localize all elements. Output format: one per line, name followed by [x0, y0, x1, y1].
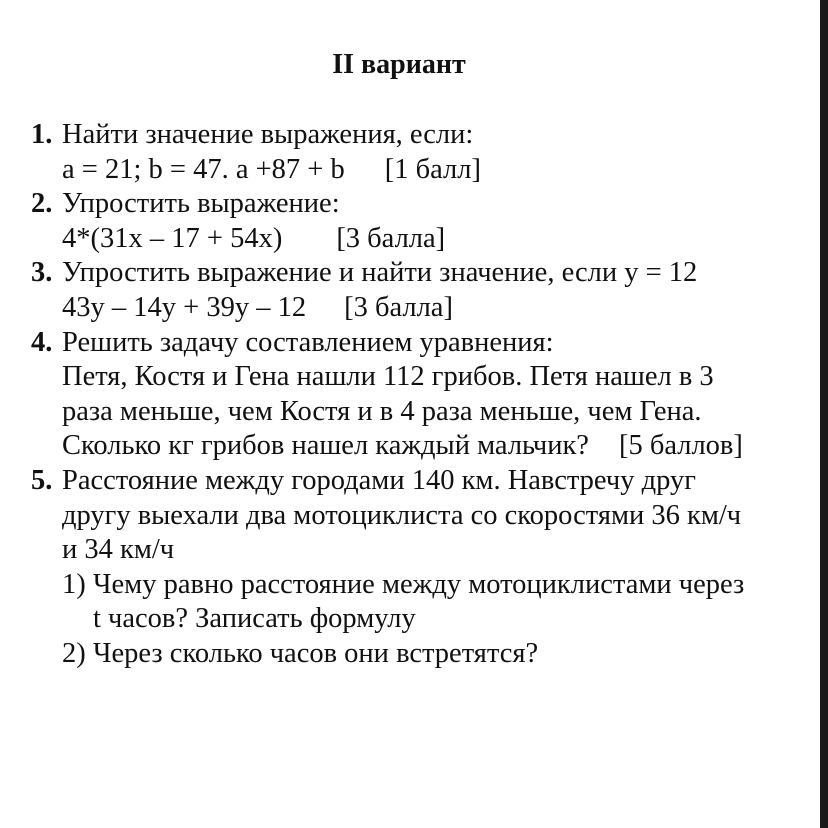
task-3-points: [3 балла] — [344, 291, 453, 323]
task-1-text: Найти значение выражения, если: — [62, 119, 474, 150]
task-4-line — [0, 326, 810, 361]
task-1-expression: a = 21; b = 47. a +87 + b — [62, 153, 345, 185]
task-4-text-1: Решить задачу составлением уравнения: — [62, 326, 554, 358]
task-5-line — [0, 464, 810, 499]
task-5-text-3: и 34 км/ч — [62, 534, 175, 566]
task-5-sub-1-line — [0, 568, 810, 603]
task-5-sub-1-text-2: t часов? Записать формулу — [93, 603, 416, 635]
task-3-line — [0, 256, 810, 291]
task-2-expression-line — [0, 222, 810, 257]
task-5-sub-2-number: 2) — [62, 637, 86, 669]
scan-edge-bar — [820, 0, 828, 828]
task-list — [0, 118, 810, 672]
task-2-expression: 4*(31x – 17 + 54x) — [62, 222, 283, 254]
task-5-sub-1-number: 1) — [62, 568, 86, 600]
variant-title: II вариант — [332, 49, 466, 80]
task-3-number: 3. — [31, 257, 53, 289]
task-1-points: [1 балл] — [384, 153, 481, 185]
task-4-points: [5 баллов] — [618, 430, 743, 462]
task-2-text: Упростить выражение: — [62, 188, 340, 220]
task-4-text-3: раза меньше, чем Костя и в 4 раза меньше, чем Гена. — [62, 395, 702, 427]
task-1-line — [0, 118, 810, 153]
task-2-points: [3 балла] — [336, 222, 446, 254]
task-4-text-4: Сколько кг грибов нашел каждый мальчик? — [62, 430, 589, 462]
task-4-text-2: Петя, Костя и Гена нашли 112 грибов. Петя нашел в 3 — [62, 361, 714, 393]
task-5-text-2: другу выехали два мотоциклиста со скоростями 36 км/ч — [62, 499, 742, 531]
task-5-text-1: Расстояние между городами 140 км. Навстречу друг — [62, 464, 696, 496]
task-1-number: 1. — [31, 119, 53, 150]
task-5-sub-1-text-1: Чему равно расстояние между мотоциклистами через — [93, 568, 745, 600]
task-2-number: 2. — [31, 188, 53, 220]
task-5-sub-2-text: Через сколько часов они встретятся? — [93, 637, 539, 669]
task-1-expression-line — [0, 153, 810, 188]
task-4-number: 4. — [31, 326, 53, 358]
task-5-sub-2-line — [0, 637, 810, 672]
task-3-expression: 43y – 14y + 39y – 12 — [62, 291, 307, 323]
task-5-number: 5. — [31, 464, 53, 496]
task-2-line — [0, 187, 810, 222]
task-3-expression-line — [0, 291, 810, 326]
task-3-text: Упростить выражение и найти значение, если y = 12 — [62, 257, 698, 289]
